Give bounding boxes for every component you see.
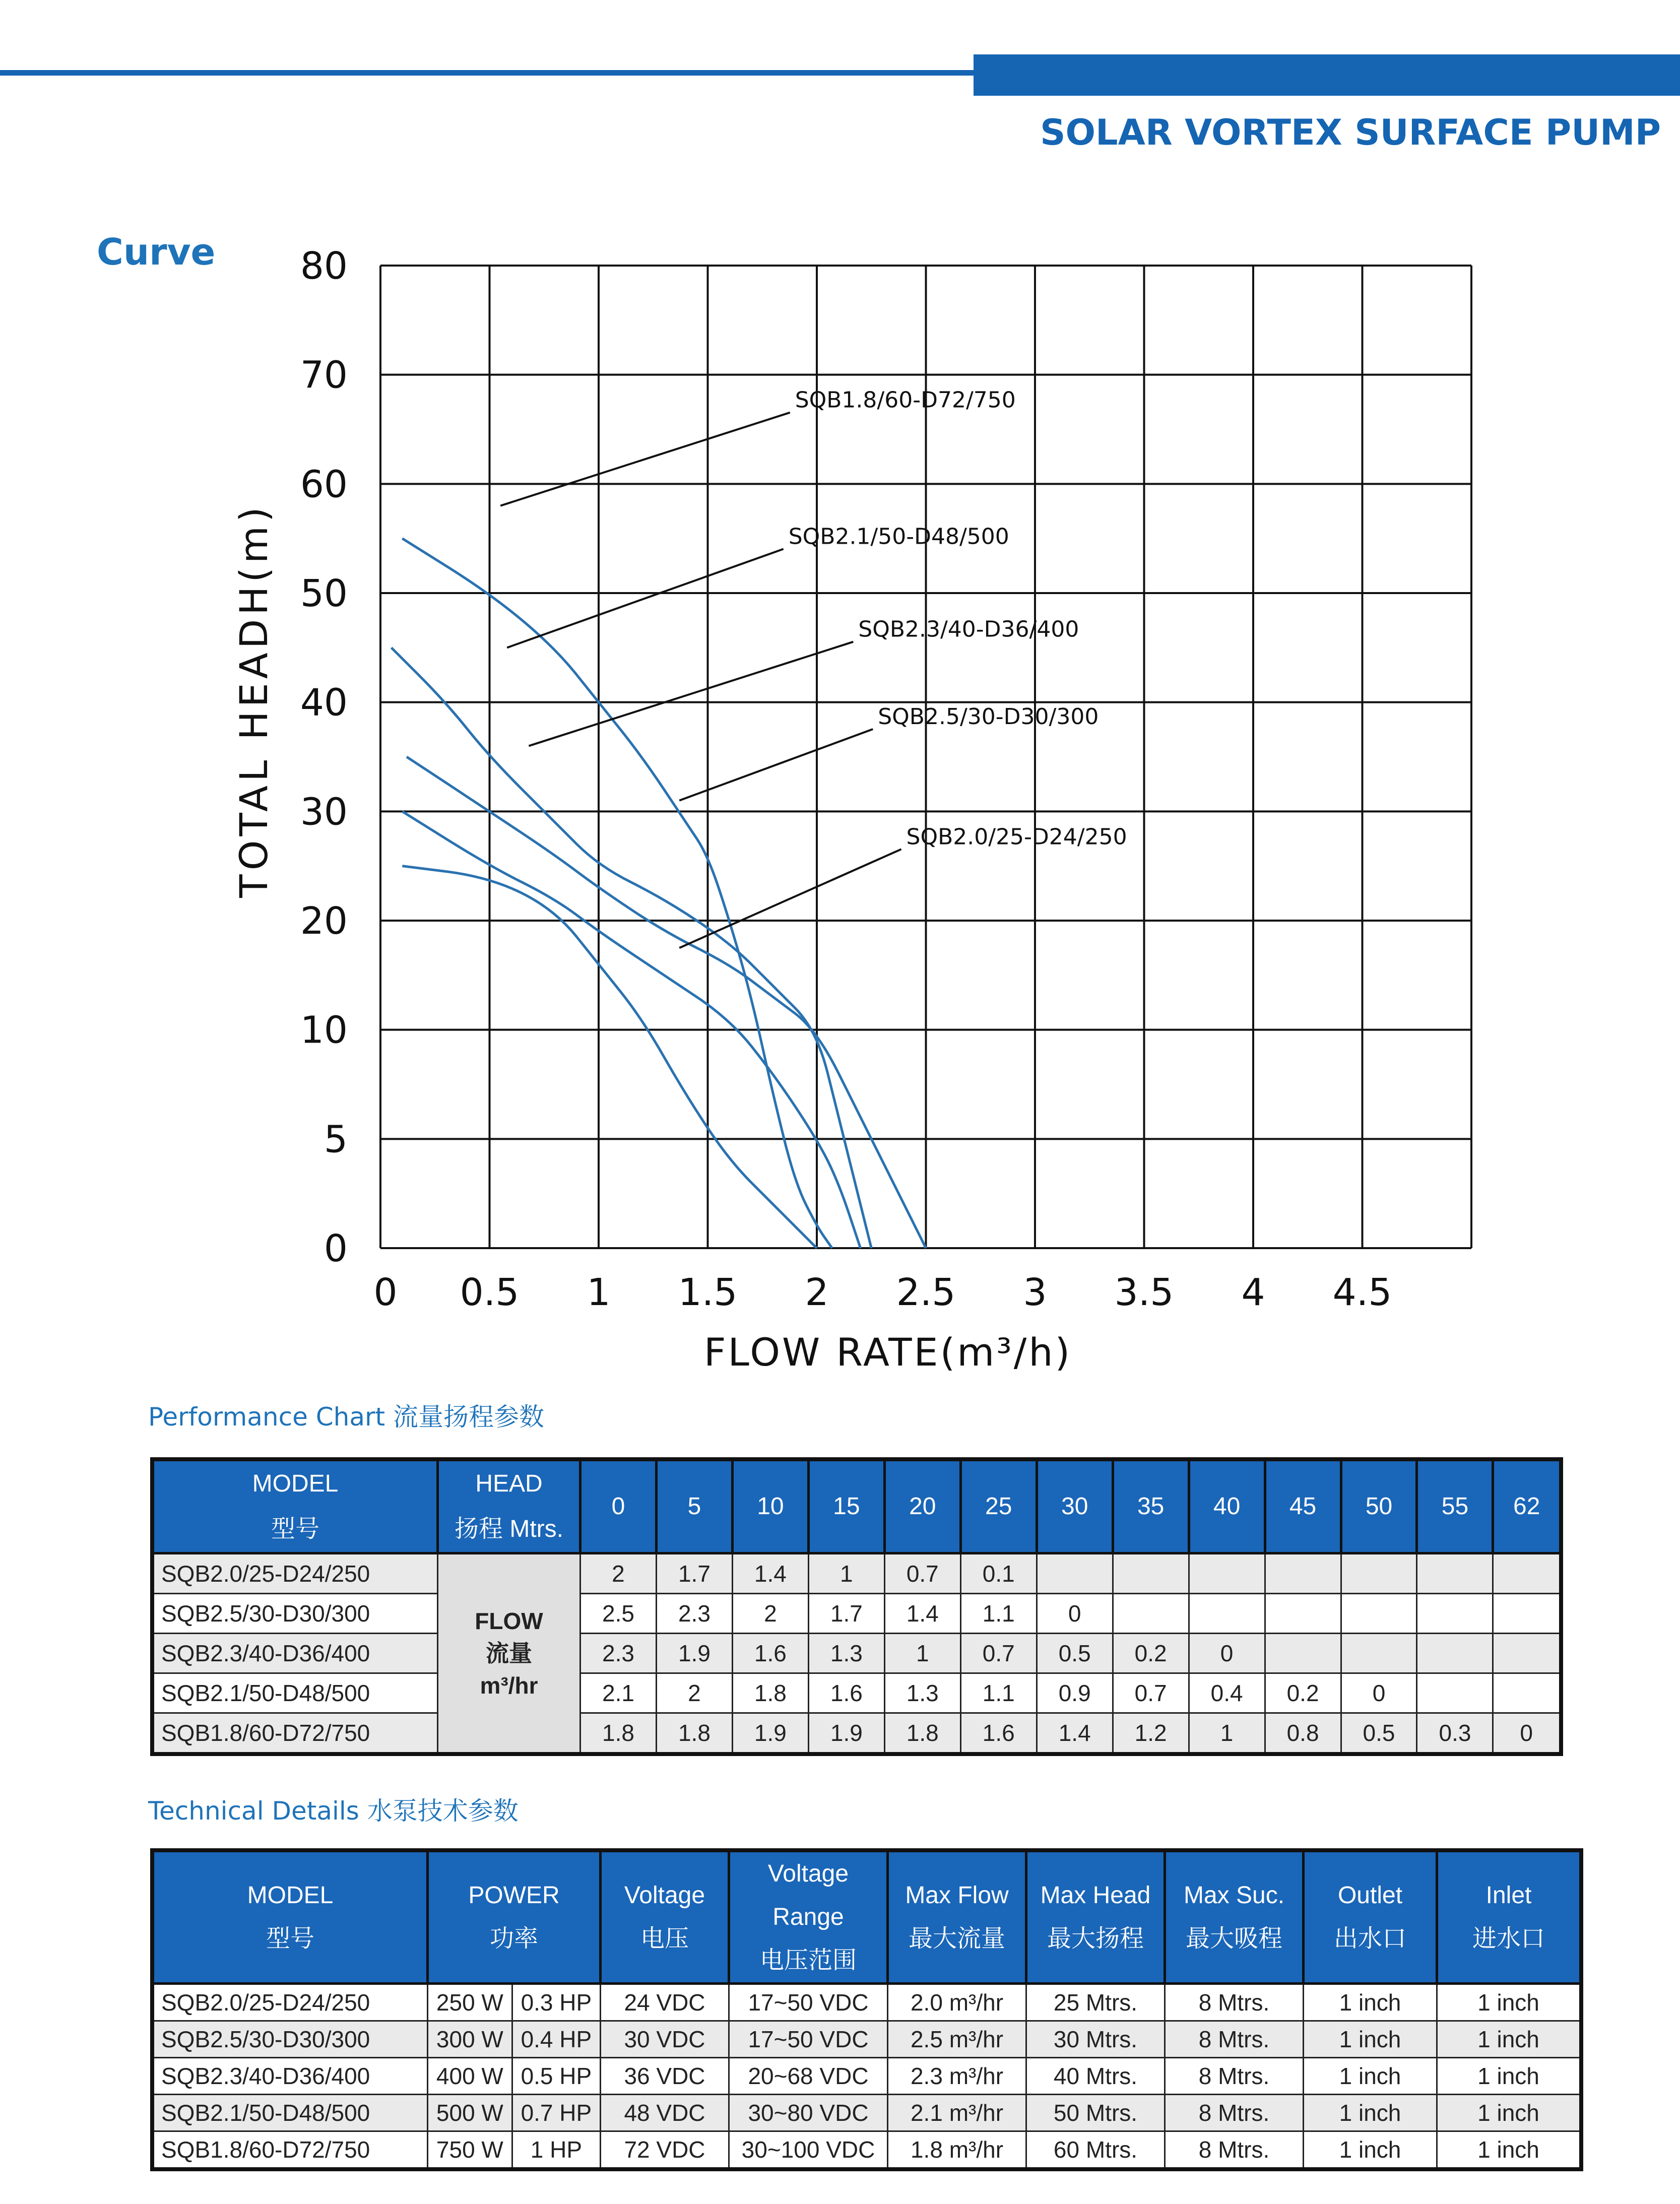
head-value-header: 40 xyxy=(1189,1459,1265,1553)
flow-value-cell: 1.4 xyxy=(884,1594,960,1634)
tech-inlet-cell: 1 inch xyxy=(1437,1984,1582,2021)
curve-series xyxy=(392,647,872,1248)
flow-value-cell: 0.1 xyxy=(960,1553,1037,1594)
flow-value-cell: 0 xyxy=(1493,1713,1561,1755)
flow-unit-cell: FLOW 流量 m³/hr xyxy=(438,1553,580,1755)
flow-value-cell xyxy=(1493,1553,1561,1594)
y-tick-label: 5 xyxy=(324,1118,348,1161)
head-value-header: 55 xyxy=(1417,1459,1493,1553)
flow-value-cell: 0 xyxy=(1341,1673,1417,1713)
flow-value-cell: 1.9 xyxy=(656,1634,732,1673)
tech-model-cell: SQB1.8/60-D72/750 xyxy=(152,2131,428,2170)
tech-voltage-cell: 36 VDC xyxy=(601,2058,729,2095)
table-row xyxy=(152,2021,1581,2058)
series-label: SQB1.8/60-D72/750 xyxy=(795,387,1016,413)
y-tick-label: 20 xyxy=(300,899,348,943)
flow-value-cell: 0.9 xyxy=(1037,1673,1113,1713)
flow-value-cell xyxy=(1265,1634,1341,1673)
flow-value-cell xyxy=(1493,1673,1561,1713)
head-value-header: 35 xyxy=(1113,1459,1189,1553)
flow-value-cell: 0.2 xyxy=(1265,1673,1341,1713)
model-cell: SQB1.8/60-D72/750 xyxy=(152,1713,438,1755)
flow-value-cell: 1.6 xyxy=(732,1634,808,1673)
flow-value-cell: 1.1 xyxy=(960,1673,1037,1713)
flow-value-cell: 2.3 xyxy=(656,1594,732,1634)
head-value-header: 0 xyxy=(580,1459,657,1553)
tech-range-cell: 17~50 VDC xyxy=(729,2021,888,2058)
document-title: SOLAR VORTEX SURFACE PUMP xyxy=(1040,112,1661,153)
y-tick-label: 70 xyxy=(300,353,348,397)
tech-max-flow-cell: 2.5 m³/hr xyxy=(888,2021,1026,2058)
tech-max-suc-cell: 8 Mtrs. xyxy=(1165,2058,1304,2095)
tech-range-cell: 20~68 VDC xyxy=(729,2058,888,2095)
flow-value-cell xyxy=(1417,1553,1493,1594)
tech-header: POWER 功率 xyxy=(428,1850,601,1984)
flow-value-cell xyxy=(1113,1553,1189,1594)
model-cell: SQB2.0/25-D24/250 xyxy=(152,1553,438,1594)
callout-leader xyxy=(529,642,853,746)
flow-value-cell: 0.5 xyxy=(1341,1713,1417,1755)
y-tick-label: 80 xyxy=(300,244,348,288)
table-row xyxy=(152,1673,1561,1713)
tech-outlet-cell: 1 inch xyxy=(1304,2021,1437,2058)
flow-value-cell: 2.5 xyxy=(580,1594,657,1634)
tech-outlet-cell: 1 inch xyxy=(1304,2095,1437,2131)
head-value-header: 15 xyxy=(808,1459,884,1553)
flow-value-cell xyxy=(1189,1594,1265,1634)
tech-max-head-cell: 50 Mtrs. xyxy=(1026,2095,1165,2131)
flow-value-cell xyxy=(1341,1553,1417,1594)
tech-max-flow-cell: 2.3 m³/hr xyxy=(888,2058,1026,2095)
x-tick-label: 2 xyxy=(805,1271,829,1314)
y-tick-label: 40 xyxy=(300,681,348,725)
table-row xyxy=(152,1984,1581,2021)
x-axis-ticks xyxy=(373,1271,1392,1314)
tech-hp-cell: 0.4 HP xyxy=(512,2021,600,2058)
head-value-header: 62 xyxy=(1493,1459,1561,1553)
y-tick-label: 50 xyxy=(300,572,348,615)
tech-header: Max Suc. 最大吸程 xyxy=(1165,1850,1304,1984)
tech-header: Max Flow 最大流量 xyxy=(888,1850,1026,1984)
flow-value-cell xyxy=(1113,1594,1189,1634)
curve-series xyxy=(407,757,926,1248)
flow-value-cell: 1.7 xyxy=(656,1553,732,1594)
curve-section-title: Curve xyxy=(97,231,216,273)
flow-value-cell: 1.7 xyxy=(808,1594,884,1634)
x-tick-label: 4 xyxy=(1241,1271,1265,1314)
flow-value-cell xyxy=(1493,1634,1561,1673)
flow-value-cell: 1.3 xyxy=(808,1634,884,1673)
series-label: SQB2.1/50-D48/500 xyxy=(788,524,1009,550)
tech-range-cell: 30~100 VDC xyxy=(729,2131,888,2170)
tech-outlet-cell: 1 inch xyxy=(1304,2131,1437,2170)
x-tick-label: 0.5 xyxy=(460,1271,520,1314)
y-tick-label: 0 xyxy=(324,1227,348,1270)
flow-value-cell xyxy=(1493,1594,1561,1634)
tech-header: Voltage 电压 xyxy=(601,1850,729,1984)
performance-section-title: Performance Chart 流量扬程参数 xyxy=(148,1402,545,1432)
flow-value-cell: 2 xyxy=(580,1553,657,1594)
tech-voltage-cell: 30 VDC xyxy=(601,2021,729,2058)
tech-hp-cell: 0.5 HP xyxy=(512,2058,600,2095)
curve-series xyxy=(402,866,817,1248)
flow-value-cell: 1.4 xyxy=(1037,1713,1113,1755)
flow-value-cell xyxy=(1189,1553,1265,1594)
tech-header: Outlet 出水口 xyxy=(1304,1850,1437,1984)
flow-value-cell: 0.2 xyxy=(1113,1634,1189,1673)
tech-model-cell: SQB2.0/25-D24/250 xyxy=(152,1984,428,2021)
flow-value-cell: 0 xyxy=(1037,1594,1113,1634)
flow-value-cell: 1.8 xyxy=(732,1673,808,1713)
tech-inlet-cell: 1 inch xyxy=(1437,2021,1582,2058)
tech-max-suc-cell: 8 Mtrs. xyxy=(1165,1984,1304,2021)
y-tick-label: 10 xyxy=(300,1008,348,1052)
flow-value-cell: 1.6 xyxy=(808,1673,884,1713)
tech-watt-cell: 750 W xyxy=(428,2131,512,2170)
head-value-header: 50 xyxy=(1341,1459,1417,1553)
flow-value-cell: 1 xyxy=(884,1634,960,1673)
tech-header: Voltage Range 电压范围 xyxy=(729,1850,888,1984)
table-row xyxy=(152,2131,1581,2170)
head-header: HEAD 扬程 Mtrs. xyxy=(438,1459,580,1553)
tech-header: MODEL 型号 xyxy=(152,1850,428,1984)
tech-range-cell: 17~50 VDC xyxy=(729,1984,888,2021)
head-value-header: 45 xyxy=(1265,1459,1341,1553)
flow-value-cell: 1.8 xyxy=(884,1713,960,1755)
tech-max-suc-cell: 8 Mtrs. xyxy=(1165,2021,1304,2058)
x-tick-label: 3.5 xyxy=(1114,1271,1174,1314)
y-axis-label: TOTAL HEADH(m) xyxy=(231,503,276,898)
flow-value-cell: 1.8 xyxy=(580,1713,657,1755)
head-value-header: 10 xyxy=(732,1459,808,1553)
table-row xyxy=(152,2058,1581,2095)
x-tick-label: 4.5 xyxy=(1332,1271,1392,1314)
curve-series xyxy=(402,539,832,1248)
tech-model-cell: SQB2.5/30-D30/300 xyxy=(152,2021,428,2058)
flow-value-cell xyxy=(1417,1634,1493,1673)
tech-model-cell: SQB2.3/40-D36/400 xyxy=(152,2058,428,2095)
tech-max-flow-cell: 1.8 m³/hr xyxy=(888,2131,1026,2170)
flow-value-cell xyxy=(1341,1634,1417,1673)
flow-value-cell: 2 xyxy=(732,1594,808,1634)
callout-leader xyxy=(507,549,784,648)
tech-hp-cell: 0.3 HP xyxy=(512,1984,600,2021)
tech-voltage-cell: 48 VDC xyxy=(601,2095,729,2131)
flow-value-cell xyxy=(1265,1594,1341,1634)
tech-max-head-cell: 25 Mtrs. xyxy=(1026,1984,1165,2021)
flow-value-cell: 1.2 xyxy=(1113,1713,1189,1755)
series-label: SQB2.3/40-D36/400 xyxy=(858,616,1079,642)
table-row xyxy=(152,2095,1581,2131)
flow-value-cell: 0 xyxy=(1189,1634,1265,1673)
x-tick-label: 2.5 xyxy=(896,1271,956,1314)
head-value-header: 5 xyxy=(656,1459,732,1553)
model-cell: SQB2.1/50-D48/500 xyxy=(152,1673,438,1713)
flow-value-cell: 1.6 xyxy=(960,1713,1037,1755)
series-label: SQB2.0/25-D24/250 xyxy=(906,824,1127,850)
flow-value-cell: 0.7 xyxy=(960,1634,1037,1673)
model-cell: SQB2.5/30-D30/300 xyxy=(152,1594,438,1634)
flow-value-cell: 0.7 xyxy=(884,1553,960,1594)
flow-value-cell: 0.3 xyxy=(1417,1713,1493,1755)
flow-value-cell: 1.4 xyxy=(732,1553,808,1594)
flow-value-cell: 0.8 xyxy=(1265,1713,1341,1755)
tech-max-head-cell: 40 Mtrs. xyxy=(1026,2058,1165,2095)
tech-range-cell: 30~80 VDC xyxy=(729,2095,888,2131)
table-row xyxy=(152,1594,1561,1634)
tech-outlet-cell: 1 inch xyxy=(1304,1984,1437,2021)
flow-value-cell xyxy=(1037,1553,1113,1594)
table-row xyxy=(152,1634,1561,1673)
tech-max-head-cell: 30 Mtrs. xyxy=(1026,2021,1165,2058)
technical-section-title: Technical Details 水泵技术参数 xyxy=(148,1796,519,1826)
tech-watt-cell: 250 W xyxy=(428,1984,512,2021)
tech-max-suc-cell: 8 Mtrs. xyxy=(1165,2095,1304,2131)
tech-model-cell: SQB2.1/50-D48/500 xyxy=(152,2095,428,2131)
head-value-header: 25 xyxy=(960,1459,1037,1553)
tech-header: Max Head 最大扬程 xyxy=(1026,1850,1165,1984)
tech-watt-cell: 500 W xyxy=(428,2095,512,2131)
tech-max-flow-cell: 2.0 m³/hr xyxy=(888,1984,1026,2021)
flow-value-cell: 0.5 xyxy=(1037,1634,1113,1673)
model-header: MODEL 型号 xyxy=(152,1459,438,1553)
y-tick-label: 60 xyxy=(300,463,348,506)
tech-watt-cell: 400 W xyxy=(428,2058,512,2095)
table-row xyxy=(152,1713,1561,1755)
tech-voltage-cell: 24 VDC xyxy=(601,1984,729,2021)
model-cell: SQB2.3/40-D36/400 xyxy=(152,1634,438,1673)
flow-value-cell: 1.3 xyxy=(884,1673,960,1713)
flow-value-cell: 1.1 xyxy=(960,1594,1037,1634)
y-tick-label: 30 xyxy=(300,790,348,834)
flow-value-cell: 1.8 xyxy=(656,1713,732,1755)
x-axis-label: FLOW RATE(m³/h) xyxy=(703,1330,1072,1375)
x-tick-label: 3 xyxy=(1023,1271,1047,1314)
callout-leader xyxy=(679,849,901,948)
flow-value-cell: 0.7 xyxy=(1113,1673,1189,1713)
tech-hp-cell: 1 HP xyxy=(512,2131,600,2170)
x-tick-label: 1.5 xyxy=(678,1271,738,1314)
y-axis-ticks xyxy=(300,244,348,1270)
flow-value-cell: 1.9 xyxy=(808,1713,884,1755)
flow-value-cell: 1 xyxy=(1189,1713,1265,1755)
series-label: SQB2.5/30-D30/300 xyxy=(878,704,1099,730)
callout-leader xyxy=(500,413,790,506)
tech-max-flow-cell: 2.1 m³/hr xyxy=(888,2095,1026,2131)
chart-callouts xyxy=(500,387,1127,948)
x-tick-label: 0 xyxy=(373,1271,398,1314)
tech-inlet-cell: 1 inch xyxy=(1437,2095,1582,2131)
head-value-header: 20 xyxy=(884,1459,960,1553)
tech-inlet-cell: 1 inch xyxy=(1437,2058,1582,2095)
table-row xyxy=(152,1553,1561,1594)
head-value-header: 30 xyxy=(1037,1459,1113,1553)
tech-header: Inlet 进水口 xyxy=(1437,1850,1582,1984)
tech-hp-cell: 0.7 HP xyxy=(512,2095,600,2131)
tech-outlet-cell: 1 inch xyxy=(1304,2058,1437,2095)
flow-value-cell: 2.3 xyxy=(580,1634,657,1673)
tech-max-head-cell: 60 Mtrs. xyxy=(1026,2131,1165,2170)
flow-value-cell xyxy=(1417,1673,1493,1713)
flow-value-cell xyxy=(1417,1594,1493,1634)
flow-value-cell: 1 xyxy=(808,1553,884,1594)
flow-value-cell: 2.1 xyxy=(580,1673,657,1713)
technical-table xyxy=(150,1848,1583,2171)
flow-value-cell: 0.4 xyxy=(1189,1673,1265,1713)
flow-value-cell: 2 xyxy=(656,1673,732,1713)
tech-max-suc-cell: 8 Mtrs. xyxy=(1165,2131,1304,2170)
flow-value-cell xyxy=(1341,1594,1417,1634)
x-tick-label: 1 xyxy=(587,1271,611,1314)
flow-value-cell xyxy=(1265,1553,1341,1594)
flow-value-cell: 1.9 xyxy=(732,1713,808,1755)
performance-table xyxy=(150,1457,1563,1756)
tech-watt-cell: 300 W xyxy=(428,2021,512,2058)
tech-voltage-cell: 72 VDC xyxy=(601,2131,729,2170)
tech-inlet-cell: 1 inch xyxy=(1437,2131,1582,2170)
